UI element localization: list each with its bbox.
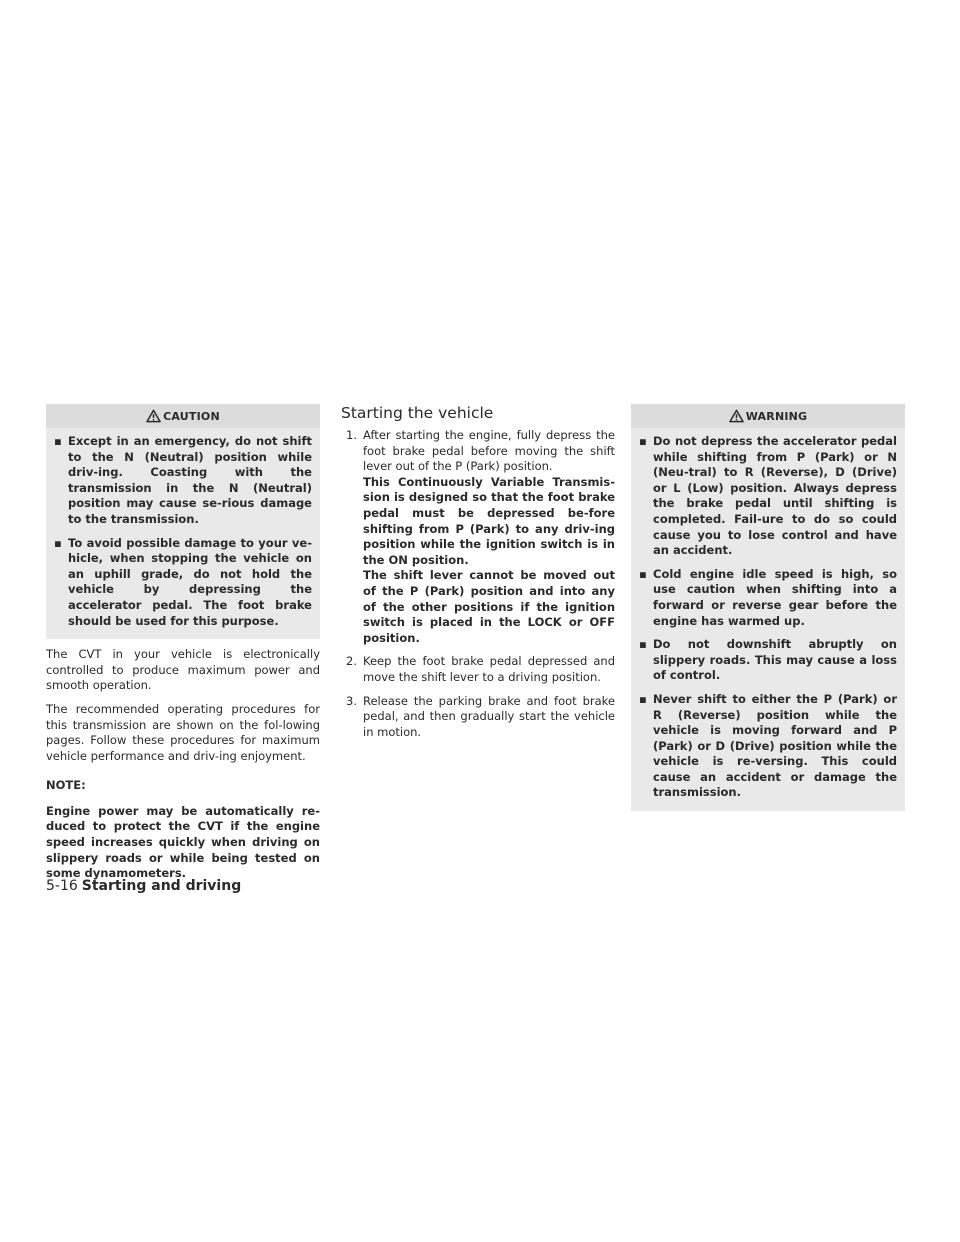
step-bold-text: The shift lever cannot be moved out of the P (Park) position and into any of the other positions if the ignition switch is placed in the LOCK or OFF position.	[363, 568, 615, 645]
bullet-icon: ▪	[639, 566, 647, 581]
step-bold-text: This Continuously Variable Transmis-sion is designed so that the foot brake pedal must be depressed be-fore shifting from P (Park) to any driv-ing position while the ignition switch is in the ON position.	[363, 474, 615, 567]
step-item	[346, 654, 615, 685]
warning-item: ▪ Cold engine idle speed is high, so use caution when shifting into a forward or reverse gear before the engine has warmed up.	[639, 566, 897, 628]
bullet-icon: ▪	[639, 691, 647, 706]
section-title: Starting the vehicle	[341, 404, 494, 422]
caution-item: ▪ Except in an emergency, do not shift to the N (Neutral) position while driv-ing. Coasting with the transmission in the N (Neutral) position may cause se-rious damage to the transmission.	[54, 434, 312, 526]
bullet-icon: ▪	[54, 434, 62, 448]
warning-triangle-icon	[729, 409, 744, 423]
step-item	[346, 693, 615, 741]
bullet-icon: ▪	[54, 535, 62, 550]
note-text: Engine power may be automatically re-duced to protect the CVT if the engine speed increases quickly when driving on slippery roads or while being tested on some dynamometers.	[46, 803, 320, 881]
step-number: 1.	[346, 428, 357, 442]
step-text: After starting the engine, fully depress the foot brake pedal before moving the shift lever out of the P (Park) position.	[363, 428, 615, 474]
warning-item: ▪ Never shift to either the P (Park) or R (Reverse) position while the vehicle is moving forward and P (Park) or D (Drive) position while the vehicle is re-versing. This could cause an accident or damage the transmission.	[639, 691, 897, 800]
caution-item: ▪ To avoid possible damage to your ve-hicle, when stopping the vehicle on an uphill grade, do not hold the vehicle by depressing the accelerator pedal. The foot brake should be used for this purpose.	[54, 535, 312, 628]
caution-list	[46, 428, 320, 629]
note-label: NOTE:	[46, 778, 86, 793]
step-number: 3.	[346, 693, 357, 708]
warning-item: ▪ Do not depress the accelerator pedal while shifting from P (Park) or N (Neu-tral) to R (Reverse), D (Drive) or L (Low) position. Always depress the brake pedal until shifting is completed. Fail-ure to do so could cause you to lose control and have an accident.	[639, 434, 897, 558]
section-name: Starting and driving	[81, 878, 242, 894]
body-paragraph: The recommended operating procedures for this transmission are shown on the fol-lowing pages. Follow these procedures for maximum vehicle performance and driv-ing enjoyment.	[46, 701, 320, 763]
page-number: 5-16	[46, 878, 78, 894]
left-column	[46, 404, 320, 882]
step-text: Release the parking brake and foot brake pedal, and then gradually start the vehicle in motion.	[363, 693, 615, 739]
body-paragraph: The CVT in your vehicle is electronically controlled to produce maximum power and smooth operation.	[46, 647, 320, 693]
step-number: 2.	[346, 654, 357, 669]
warning-header	[631, 404, 905, 428]
bullet-icon: ▪	[639, 434, 647, 448]
warning-box	[631, 404, 905, 811]
caution-header	[46, 404, 320, 428]
middle-column	[341, 404, 615, 748]
right-column	[631, 404, 905, 811]
step-text: Keep the foot brake pedal depressed and move the shift lever to a driving position.	[363, 654, 615, 684]
caution-title: CAUTION	[163, 409, 220, 423]
warning-item: ▪ Do not downshift abruptly on slippery roads. This may cause a loss of control.	[639, 637, 897, 683]
warning-title: WARNING	[745, 409, 808, 423]
steps-list	[341, 428, 615, 740]
warning-triangle-icon	[146, 409, 161, 423]
step-item	[346, 428, 615, 646]
bullet-icon: ▪	[639, 637, 647, 652]
caution-box	[46, 404, 320, 639]
page-footer	[46, 878, 241, 894]
warning-list	[631, 428, 905, 801]
